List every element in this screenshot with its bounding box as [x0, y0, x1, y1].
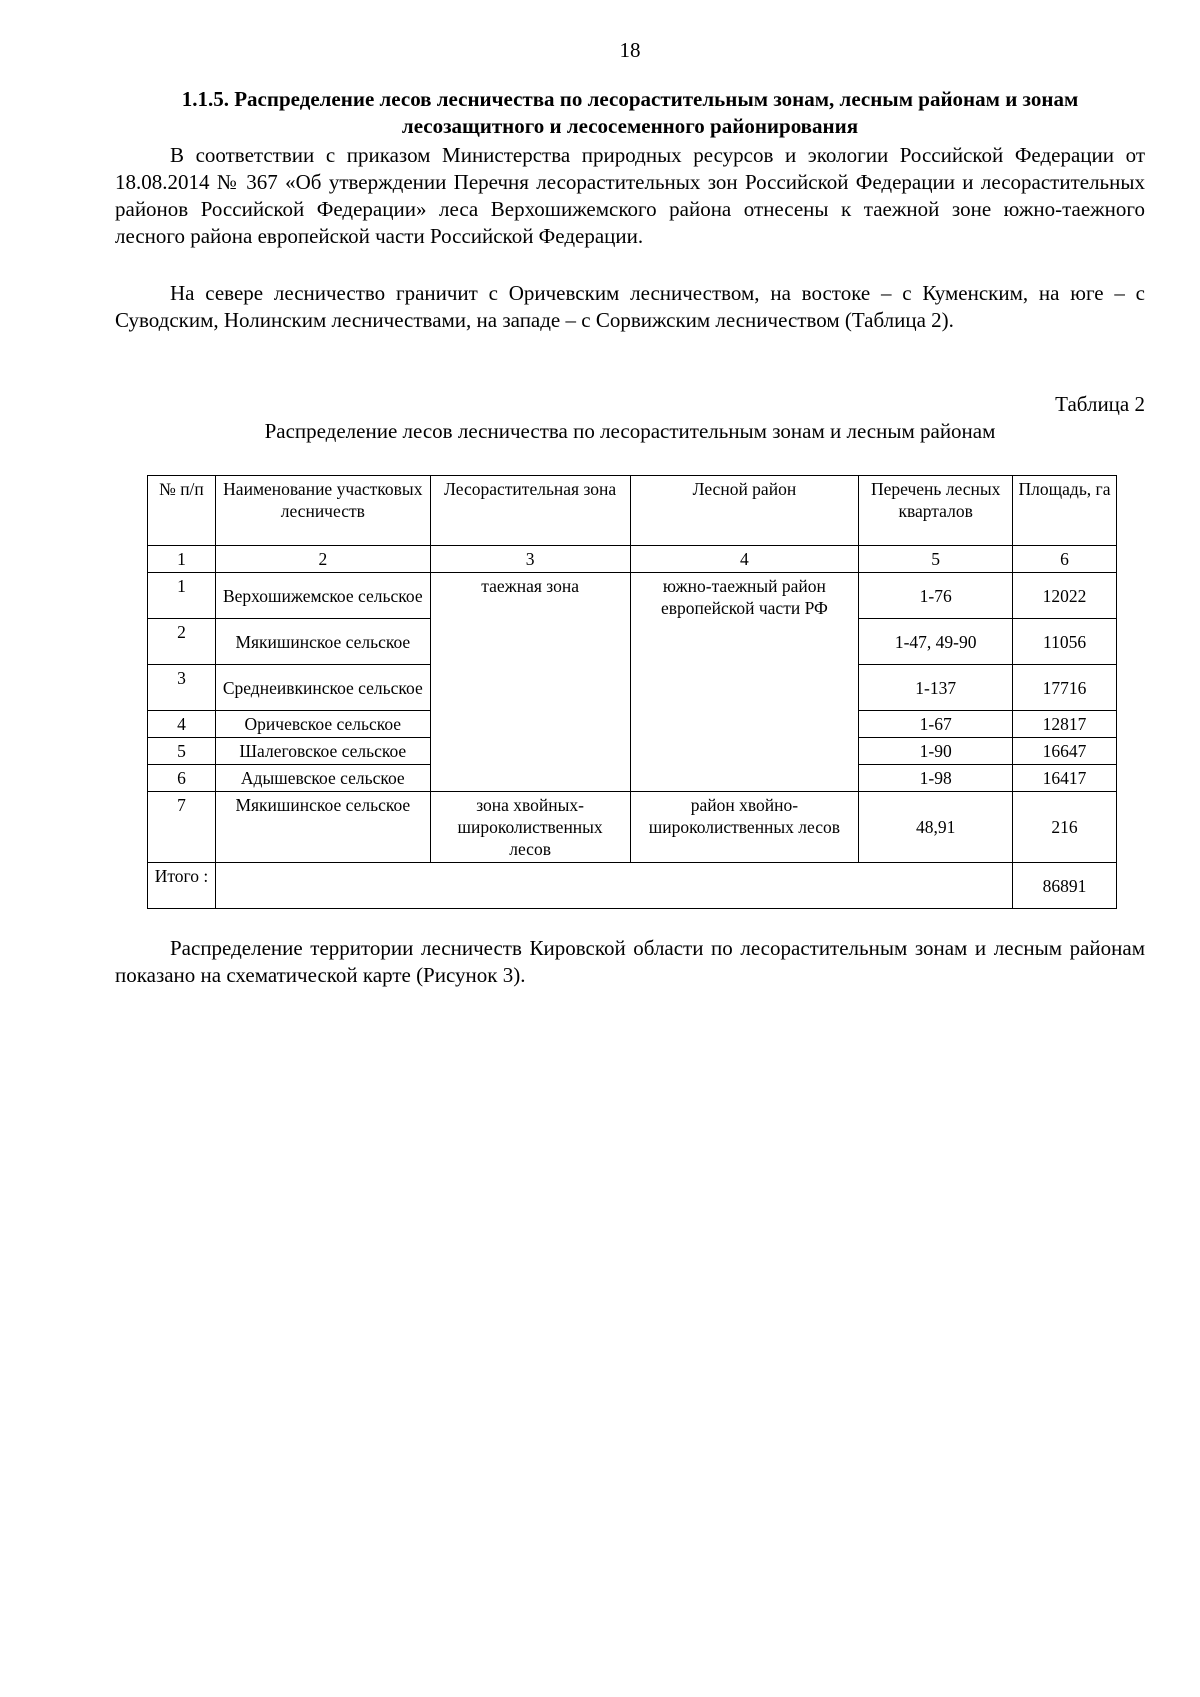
table-row — [148, 792, 1117, 863]
area-cell: 16417 — [1013, 765, 1117, 792]
row-number: 6 — [148, 765, 216, 792]
total-label: Итого : — [148, 863, 216, 909]
zone-cell: таежная зона — [430, 573, 630, 792]
column-number-cell: 3 — [430, 546, 630, 573]
forestry-name: Верхошижемское сельское — [215, 573, 430, 619]
paragraph-boundaries: На севере лесничество граничит с Оричевским лесничеством, на востоке – с Куменским, на юге – с Суводским, Нолинским лесничествами, на западе – с Сорвижским лесничеством (Таблица 2). — [115, 281, 1145, 332]
row-number: 7 — [148, 792, 216, 863]
column-number-cell: 5 — [859, 546, 1013, 573]
quarters-cell: 1-98 — [859, 765, 1013, 792]
quarters-cell: 1-67 — [859, 711, 1013, 738]
row-number: 5 — [148, 738, 216, 765]
page-number: 18 — [619, 38, 641, 62]
column-number-cell: 4 — [630, 546, 859, 573]
row-number: 4 — [148, 711, 216, 738]
quarters-cell: 48,91 — [859, 792, 1013, 863]
row-number: 1 — [148, 573, 216, 619]
table-row — [148, 573, 1117, 619]
table-header-row — [148, 476, 1117, 546]
column-number-cell: 6 — [1013, 546, 1117, 573]
forestry-name: Адышевское сельское — [215, 765, 430, 792]
header-cell: Лесной район — [630, 476, 859, 546]
forestry-name: Мякишинское сельское — [215, 619, 430, 665]
column-number-cell: 1 — [148, 546, 216, 573]
area-cell: 12022 — [1013, 573, 1117, 619]
header-cell: Наименование участковых лесничеств — [215, 476, 430, 546]
paragraph-map-reference: Распределение территории лесничеств Кировской области по лесорастительным зонам и лесным районам показано на схематической карте (Рисунок 3). — [115, 936, 1145, 987]
table-title: Распределение лесов лесничества по лесорастительным зонам и лесным районам — [264, 419, 996, 443]
area-cell: 12817 — [1013, 711, 1117, 738]
forest-distribution-table — [147, 475, 1117, 909]
row-number: 3 — [148, 665, 216, 711]
header-cell: Площадь, га — [1013, 476, 1117, 546]
total-row — [148, 863, 1117, 909]
forestry-name: Шалеговское сельское — [215, 738, 430, 765]
quarters-cell: 1-137 — [859, 665, 1013, 711]
table-label: Таблица 2 — [1055, 392, 1145, 416]
column-number-cell: 2 — [215, 546, 430, 573]
quarters-cell: 1-47, 49-90 — [859, 619, 1013, 665]
header-cell: Лесорастительная зона — [430, 476, 630, 546]
section-heading: 1.1.5. Распределение лесов лесничества по лесорастительным зонам, лесным районам и зонам лесозащитного и лесосеменного районирования — [181, 87, 1079, 138]
forestry-name: Среднеивкинское сельское — [215, 665, 430, 711]
district-cell: южно-таежный район европейской части РФ — [630, 573, 859, 792]
total-empty-cell — [215, 863, 1012, 909]
quarters-cell: 1-76 — [859, 573, 1013, 619]
area-cell: 16647 — [1013, 738, 1117, 765]
column-number-row — [148, 546, 1117, 573]
forestry-name: Мякишинское сельское — [215, 792, 430, 863]
area-cell: 216 — [1013, 792, 1117, 863]
forestry-name: Оричевское сельское — [215, 711, 430, 738]
header-cell: № п/п — [148, 476, 216, 546]
area-cell: 11056 — [1013, 619, 1117, 665]
row-number: 2 — [148, 619, 216, 665]
quarters-cell: 1-90 — [859, 738, 1013, 765]
area-cell: 17716 — [1013, 665, 1117, 711]
header-cell: Перечень лесных кварталов — [859, 476, 1013, 546]
paragraph-order-reference: В соответствии с приказом Министерства природных ресурсов и экологии Российской Федерации от 18.08.2014 № 367 «Об утверждении Перечня лесорастительных зон Российской Федерации и лесорастительных районов Российской Федерации» леса Верхошижемского района отнесены к таежной зоне южно-таежного лесного района европейской части Российской Федерации. — [115, 143, 1145, 248]
total-area: 86891 — [1013, 863, 1117, 909]
zone-cell: зона хвойных-широколиственных лесов — [430, 792, 630, 863]
district-cell: район хвойно-широколиственных лесов — [630, 792, 859, 863]
